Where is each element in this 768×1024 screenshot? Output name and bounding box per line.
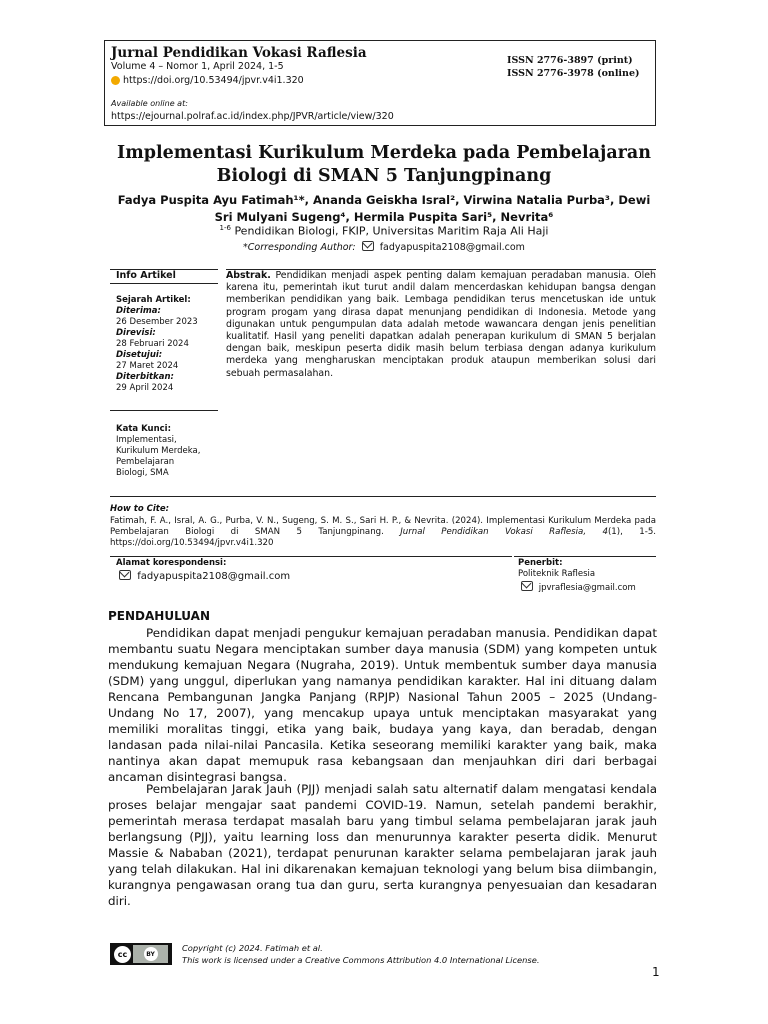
abstract-text: Pendidikan menjadi aspek penting dalam kemajuan peradaban manusia. Oleh karena itu, pemerintah ikut turut andil dalam mencerdaskan kehidupan bangsa dengan memberikan pendidikan yang baik. Lembaga pendidikan terus mencetuskan ide untuk program progam yang dirasa dapat menunjang pendidikan di Indonesia. Metode yang digunakan untuk pengumpulan data adalah metode wawancara dengan jenis penelitian kualitatif. Hasil yang peneliti dapatkan adalah penerapan kurikulum di SMAN 5 berjalan dengan baik, meskipun peserta didik masih belum terbiasa dengan adanya kurikulum merdeka yang mengharuskan menciptakan produk ataupun memberikan solusi dari sebuah permasalahan. xyxy=(226,270,656,379)
keywords-title: Kata Kunci: xyxy=(116,424,171,434)
history-title: Sejarah Artikel: xyxy=(116,295,191,305)
paragraph-1: Pendidikan dapat menjadi pengukur kemajuan peradaban manusia. Pendidikan dapat membantu suatu Negara menciptakan sumber daya manusia (SDM) yang kompeten untuk mendukung kemajuan Negara (Nugraha, 2019). Untuk membentuk sumber daya manusia (SDM) yang unggul, diperlukan yang namanya pendidikan karakter. Hal ini dituang dalam Rencana Pembangunan Jangka Panjang (RPJP) Nasional Tahun 2005 – 2025 (Undang-Undang No 17, 2007), yang mencakup upaya untuk menciptakan masyarakat yang memiliki moralitas tinggi, etika yang baik, budaya yang kaya, dan beradab, dengan landasan pada nilai-nilai Pancasila. Ketika seseorang memiliki karakter yang baik, maka nantinya akan dapat memupuk rasa kebangsaan dan menjauhkan diri dari berbagai ancaman disintegrasi bangsa. xyxy=(108,626,657,784)
correspondence-email[interactable]: fadyapuspita2108@gmail.com xyxy=(137,571,291,582)
keyword-item: Biologi, SMA xyxy=(116,468,169,478)
published-date: 29 April 2024 xyxy=(116,383,174,393)
keywords xyxy=(116,424,221,479)
cite-journal: Jurnal Pendidikan Vokasi Raflesia, 4 xyxy=(400,527,608,537)
issn-block xyxy=(507,54,639,80)
doi-icon xyxy=(111,76,120,85)
issn-online: ISSN 2776-3978 (online) xyxy=(507,68,640,79)
article-info xyxy=(110,270,218,394)
affiliation-text: Pendidikan Biologi, FKIP, Universitas Maritim Raja Ali Haji xyxy=(234,224,549,238)
authors xyxy=(104,192,664,226)
title-line-1: Implementasi Kurikulum Merdeka pada Pembelajaran xyxy=(117,143,651,163)
how-to-cite-text xyxy=(110,516,656,549)
article-title xyxy=(104,142,664,188)
authors-line-2: Sri Mulyani Sugeng⁴, Hermila Puspita Sari⁵, Nevrita⁶ xyxy=(214,210,554,224)
affiliation-sup: 1-6 xyxy=(219,224,231,232)
copyright-notice xyxy=(182,942,539,966)
journal-volume: Volume 4 – Nomor 1, April 2024, 1-5 xyxy=(111,61,284,72)
available-online-label: Available online at: xyxy=(111,99,188,108)
publisher-email[interactable]: jpvraflesia@gmail.com xyxy=(538,583,636,593)
cc-by-license-badge[interactable] xyxy=(110,943,172,965)
how-to-cite-label: How to Cite: xyxy=(110,504,170,514)
by-circle: BY xyxy=(144,947,158,961)
corresponding-email[interactable]: fadyapuspita2108@gmail.com xyxy=(379,242,525,253)
mail-icon xyxy=(119,570,131,580)
abstract-label: Abstrak. xyxy=(226,270,271,281)
publisher-name: Politeknik Raflesia xyxy=(518,569,596,579)
authors-line-1: Fadya Puspita Ayu Fatimah¹*, Ananda Geiskha Isral², Virwina Natalia Purba³, Dewi xyxy=(117,193,651,207)
correspondence-rule xyxy=(110,556,512,557)
affiliation xyxy=(104,224,664,238)
title-line-2: Biologi di SMAN 5 Tanjungpinang xyxy=(216,166,552,186)
journal-name: Jurnal Pendidikan Vokasi Raflesia xyxy=(111,45,367,61)
corresponding-label: *Corresponding Author: xyxy=(243,242,356,253)
doi-link[interactable]: https://doi.org/10.53494/jpvr.v4i1.320 xyxy=(123,75,304,86)
cite-text-a: Fatimah, F. A., Isral, A. G., Purba, V. N., Sugeng, S. M. S., Sari H. P., & Nevrita. (2024). Implementasi Kurikulum Merdeka pada Pembelajaran Biologi di SMAN 5 Tanjungpinang. xyxy=(110,516,656,537)
abstract-bottom-rule xyxy=(110,496,656,497)
copyright-line: Copyright (c) 2024. Fatimah et al. xyxy=(182,943,323,953)
journal-doi[interactable] xyxy=(111,75,304,86)
info-title: Info Artikel xyxy=(116,270,176,281)
publisher-rule xyxy=(514,556,656,557)
correspondence-label: Alamat korespondensi: xyxy=(116,558,227,568)
corresponding-author xyxy=(104,241,664,253)
mail-icon xyxy=(362,241,374,251)
journal-header-box xyxy=(104,40,656,126)
received-label: Diterima: xyxy=(116,306,161,316)
keyword-item: Implementasi, xyxy=(116,435,177,445)
by-icon xyxy=(133,945,168,963)
revised-date: 28 Februari 2024 xyxy=(116,339,189,349)
published-label: Diterbitkan: xyxy=(116,372,174,382)
correspondence-email-row xyxy=(116,570,290,582)
history-bottom-rule xyxy=(110,410,218,411)
paragraph-2: Pembelajaran Jarak Jauh (PJJ) menjadi salah satu alternatif dalam mengatasi kendala proses belajar mengajar saat pandemi COVID-19. Namun, setelah pandemi berakhir, pemerintah merasa terdapat masalah baru yang timbul selama pembelajaran jarak jauh berlangsung (PJJ), yaitu learning loss dan menurunnya karakter peserta didik. Menurut Massie & Nababan (2021), terdapat penurunan karakter selama pembelajaran jarak jauh yang telah dilakukan. Hal ini dikarenakan kemajuan teknologi yang belum bisa diimbangin, kurangnya pengawasan orang tua dan guru, serta kurangnya penyesuaian dan kesadaran diri. xyxy=(108,782,657,908)
publisher-email-row xyxy=(518,581,636,593)
cite-text-b[interactable]: (1), 1-5. https://doi.org/10.53494/jpvr.v4i1.320 xyxy=(110,527,657,548)
available-online-url[interactable]: https://ejournal.polraf.ac.id/index.php/JPVR/article/view/320 xyxy=(111,111,394,122)
keyword-item: Kurikulum Merdeka, xyxy=(116,446,201,456)
section-heading: PENDAHULUAN xyxy=(108,609,210,623)
accepted-date: 27 Maret 2024 xyxy=(116,361,179,371)
issn-print: ISSN 2776-3897 (print) xyxy=(507,55,633,66)
revised-label: Direvisi: xyxy=(116,328,156,338)
accepted-label: Disetujui: xyxy=(116,350,163,360)
page-number: 1 xyxy=(652,965,660,979)
mail-icon xyxy=(521,581,533,591)
received-date: 26 Desember 2023 xyxy=(116,317,198,327)
cc-icon: cc xyxy=(114,946,131,963)
publisher-label: Penerbit: xyxy=(518,558,563,568)
abstract xyxy=(226,270,656,380)
license-line[interactable]: This work is licensed under a Creative Commons Attribution 4.0 International License. xyxy=(182,955,540,965)
keyword-item: Pembelajaran xyxy=(116,457,175,467)
